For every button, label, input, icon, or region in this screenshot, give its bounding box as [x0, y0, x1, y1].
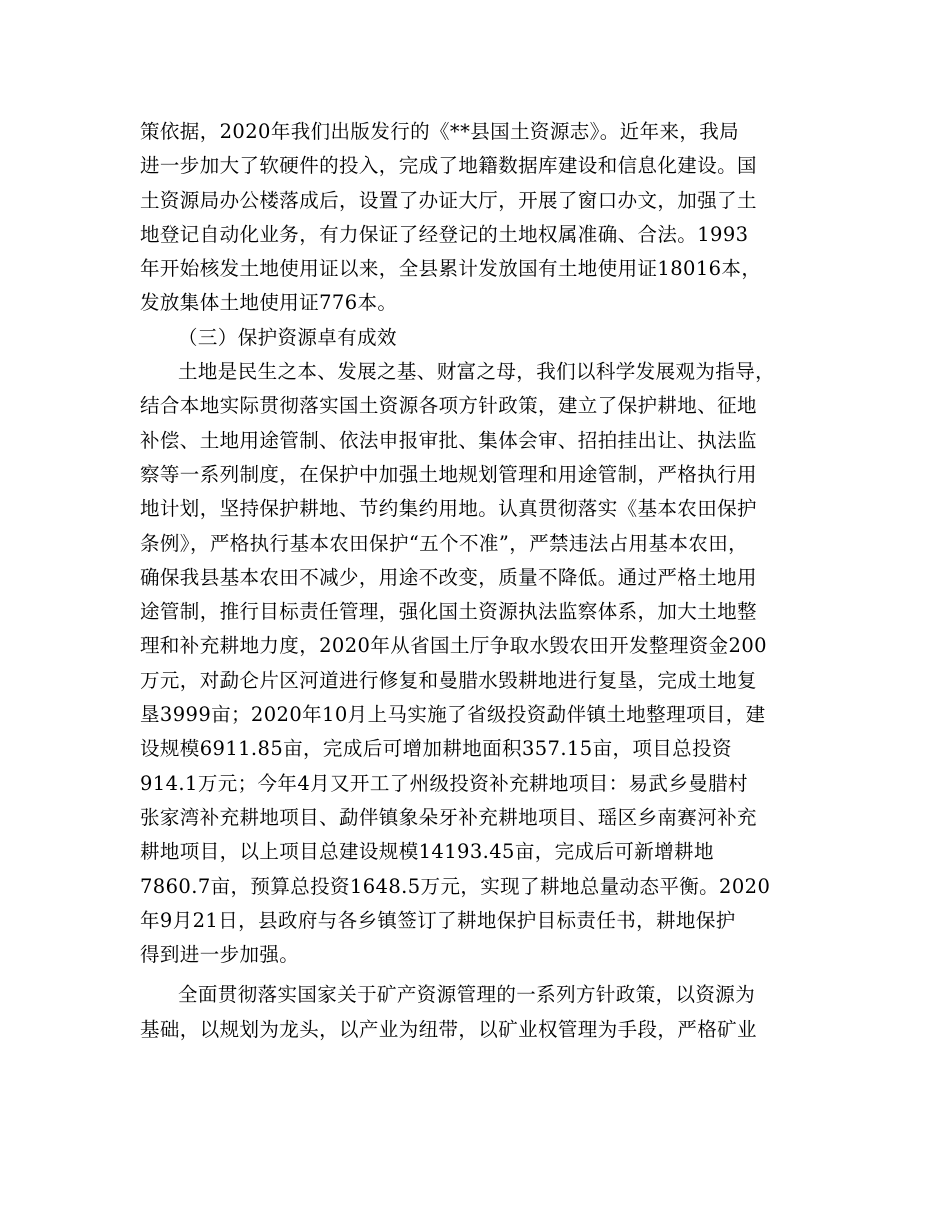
text-line: 途管制，推行目标责任管理，强化国土资源执法监察体系，加大土地整 — [140, 600, 757, 624]
text-line: 得到进一步加强。 — [140, 943, 300, 967]
text-line: 万元，对勐仑片区河道进行修复和曼腊水毁耕地进行复垦，完成土地复 — [140, 668, 757, 692]
text-line: 土资源局办公楼落成后，设置了办证大厅，开展了窗口办文，加强了土 — [140, 188, 757, 212]
text-line: 策依据，2020年我们出版发行的《**县国土资源志》。近年来，我局 — [140, 120, 740, 143]
text-line: 年9月21日，县政府与各乡镇签订了耕地保护目标责任书，耕地保护 — [140, 908, 736, 932]
text-line: 地计划，坚持保护耕地、节约集约用地。认真贯彻落实《基本农田保护 — [140, 497, 757, 521]
text-line: 察等一系列制度，在保护中加强土地规划管理和用途管制，严格执行用 — [140, 462, 757, 486]
text-line: 张家湾补充耕地项目、勐伴镇象朵牙补充耕地项目、瑶区乡南赛河补充 — [140, 805, 757, 829]
text-line: 补偿、土地用途管制、依法申报审批、集体会审、招拍挂出让、执法监 — [140, 428, 757, 452]
text-line: 理和补充耕地力度，2020年从省国土厅争取水毁农田开发整理资金200 — [140, 634, 767, 658]
section-heading: （三）保护资源卓有成效 — [178, 325, 397, 349]
text-line: 7860.7亩，预算总投资1648.5万元，实现了耕地总量动态平衡。2020 — [140, 874, 771, 898]
paragraph-resource-protection — [140, 355, 830, 972]
text-line: 土地是民生之本、发展之基、财富之母，我们以科学发展观为指导， — [178, 360, 776, 384]
text-line: 条例》，严格执行基本农田保护“五个不准”，严禁违法占用基本农田， — [140, 531, 748, 555]
text-line: 垦3999亩；2020年10月上马实施了省级投资勐伴镇土地整理项目，建 — [140, 703, 766, 727]
body-text — [140, 115, 830, 1047]
text-line: 全面贯彻落实国家关于矿产资源管理的一系列方针政策，以资源为 — [178, 983, 756, 1007]
paragraph-mineral-resources — [140, 978, 830, 1047]
text-line: 进一步加大了软硬件的投入，完成了地籍数据库建设和信息化建设。国 — [140, 154, 757, 178]
text-line: 设规模6911.85亩，完成后可增加耕地面积357.15亩，项目总投资 — [140, 737, 732, 761]
text-line: 耕地项目，以上项目总建设规模14193.45亩，完成后可新增耕地 — [140, 840, 714, 864]
text-line: 年开始核发土地使用证以来，全县累计发放国有土地使用证18016本， — [140, 257, 762, 281]
text-line: 确保我县基本农田不减少，用途不改变，质量不降低。通过严格土地用 — [140, 565, 757, 589]
text-line: 结合本地实际贯彻落实国土资源各项方针政策，建立了保护耕地、征地 — [140, 394, 757, 418]
text-line: 地登记自动化业务，有力保证了经登记的土地权属准确、合法。1993 — [140, 222, 749, 246]
text-line: 基础，以规划为龙头，以产业为纽带，以矿业权管理为手段，严格矿业 — [140, 1017, 757, 1041]
text-line: 914.1万元；今年4月又开工了州级投资补充耕地项目：易武乡曼腊村 — [140, 771, 748, 795]
paragraph-land-registration — [140, 115, 830, 321]
text-line: 发放集体土地使用证776本。 — [140, 291, 398, 315]
